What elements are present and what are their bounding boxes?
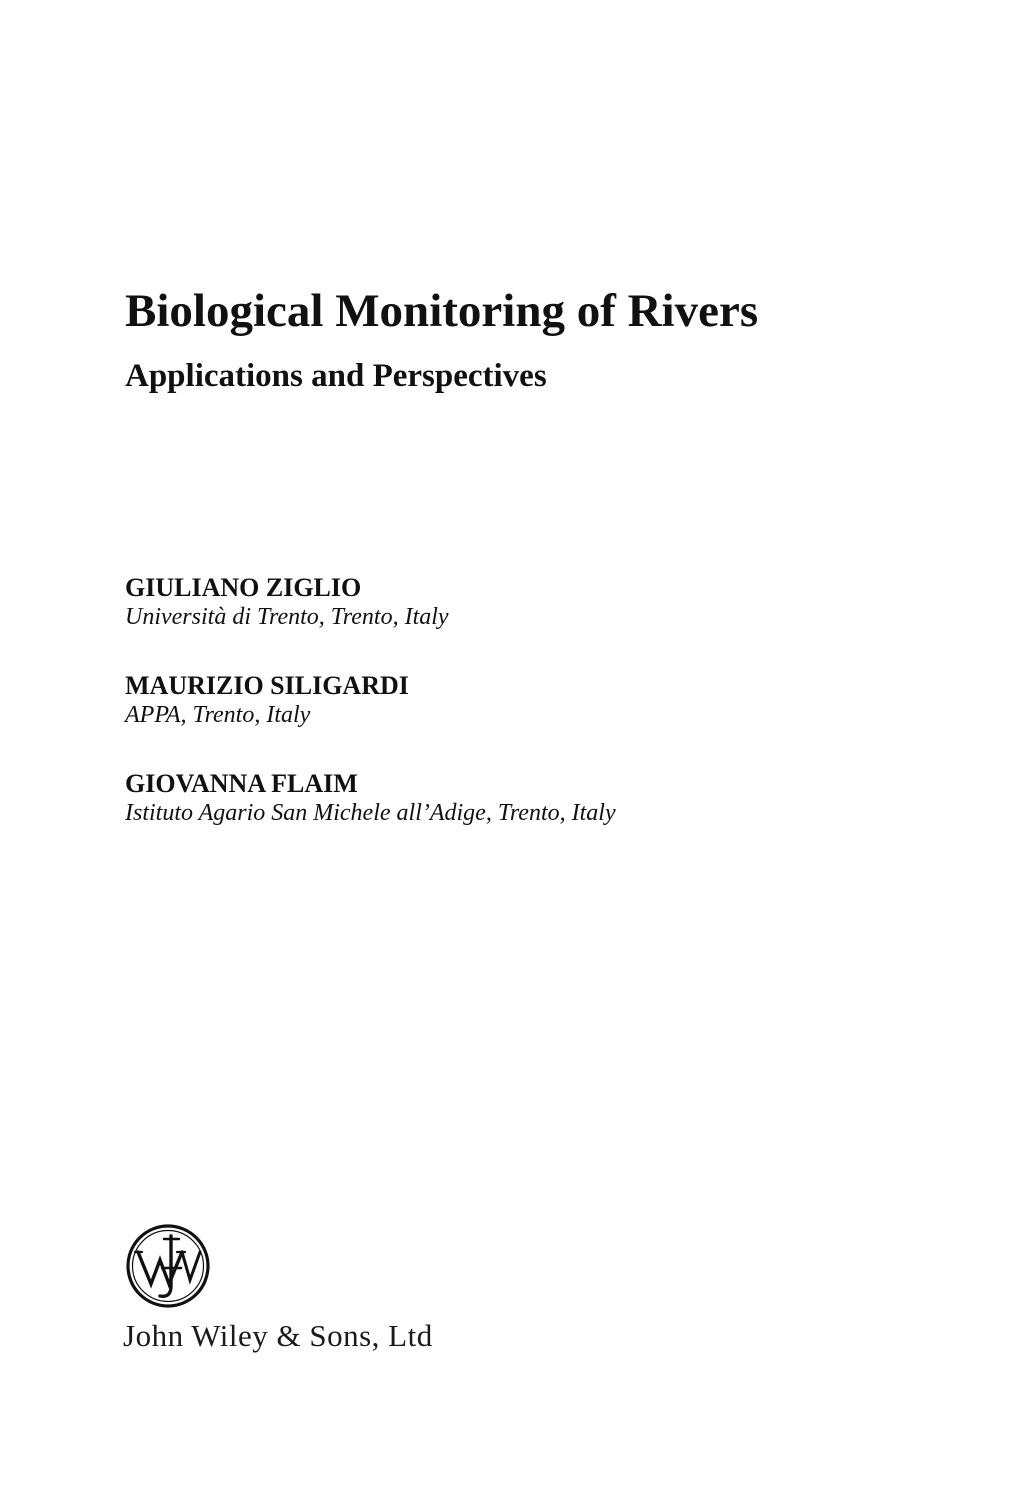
author-block: [125, 671, 409, 729]
book-subtitle: Applications and Perspectives: [125, 358, 547, 394]
author-affiliation: Istituto Agario San Michele all’Adige, Trento, Italy: [125, 800, 616, 826]
author-block: [125, 769, 616, 827]
author-name: GIULIANO ZIGLIO: [125, 573, 362, 602]
author-block: [125, 573, 449, 631]
wiley-logo-icon: [124, 1222, 212, 1310]
author-affiliation: Università di Trento, Trento, Italy: [125, 604, 449, 630]
author-name: MAURIZIO SILIGARDI: [125, 671, 409, 700]
author-name: GIOVANNA FLAIM: [125, 769, 358, 798]
author-affiliation: APPA, Trento, Italy: [125, 702, 311, 728]
publisher-name: John Wiley & Sons, Ltd: [123, 1318, 433, 1353]
book-title: Biological Monitoring of Rivers: [125, 285, 759, 337]
